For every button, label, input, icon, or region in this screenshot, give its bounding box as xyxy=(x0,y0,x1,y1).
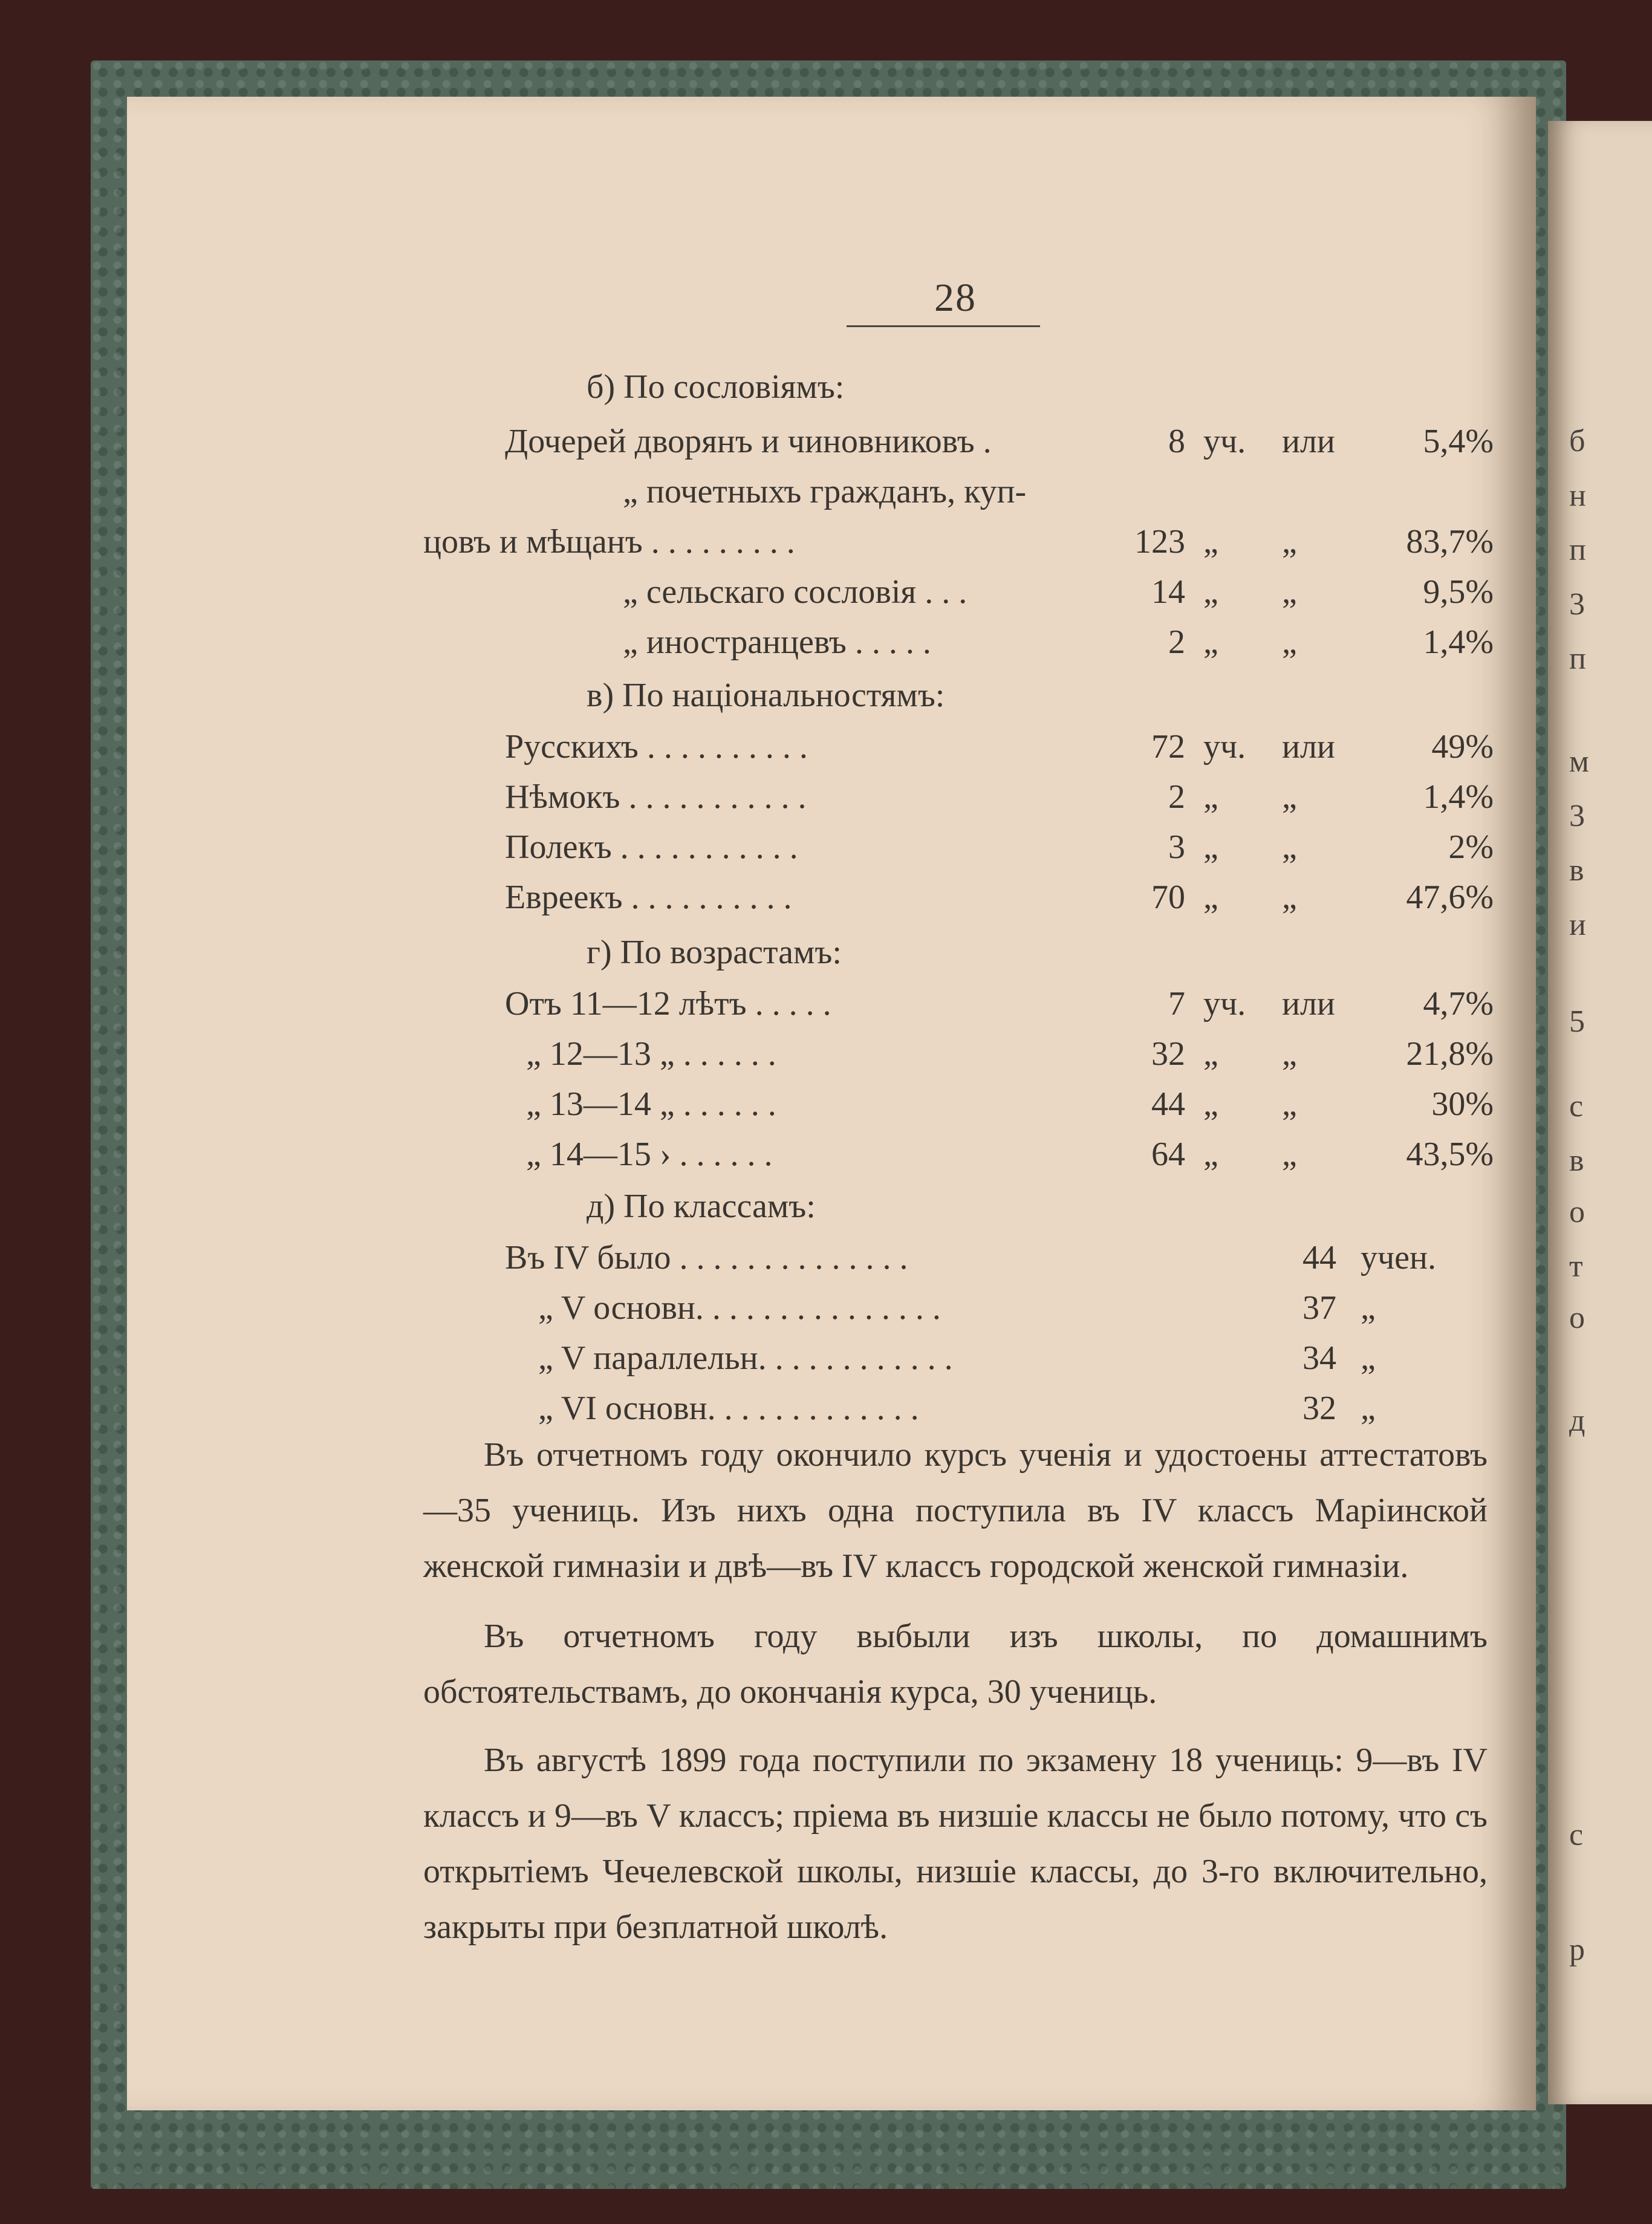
nationality-row-conj: „ xyxy=(1282,778,1297,816)
age-row-conj: „ xyxy=(1282,1035,1297,1073)
classes-row-unit: „ xyxy=(1361,1289,1376,1327)
age-row xyxy=(0,980,1652,1028)
estates-row-unit: „ xyxy=(1203,573,1218,611)
estates-row xyxy=(0,568,1652,616)
nationality-row-unit: „ xyxy=(1203,828,1218,866)
estates-row-label: „ сельскаго сословія . . . xyxy=(623,573,967,611)
age-row-label: „ 14—15 › . . . . . . xyxy=(526,1136,773,1173)
classes-row-label: „ VI основн. . . . . . . . . . . . . xyxy=(538,1390,919,1427)
estates-row-percent: 5,4% xyxy=(1423,423,1494,460)
facing-page-letter: т xyxy=(1569,1249,1583,1284)
facing-page-letter: м xyxy=(1569,744,1589,779)
age-row-unit: „ xyxy=(1203,1035,1218,1073)
classes-row-count: 37 xyxy=(1302,1289,1336,1327)
age-row-percent: 4,7% xyxy=(1423,985,1494,1023)
age-row-unit: „ xyxy=(1203,1136,1218,1173)
nationality-row-unit: „ xyxy=(1203,879,1218,916)
facing-page-letter: о xyxy=(1569,1195,1585,1229)
estates-row-unit: „ xyxy=(1203,523,1218,561)
classes-row xyxy=(0,1384,1652,1432)
estates-row-percent: 1,4% xyxy=(1423,623,1494,661)
heading-age: г) По возрастамъ: xyxy=(587,934,842,971)
estates-row-count: 123 xyxy=(1134,523,1185,561)
nationality-row-label: Русскихъ . . . . . . . . . . xyxy=(505,728,808,766)
facing-page-letter: 5 xyxy=(1569,1004,1585,1039)
estates-row xyxy=(0,417,1652,466)
age-row-label: „ 13—14 „ . . . . . . xyxy=(526,1085,776,1123)
heading-classes: д) По классамъ: xyxy=(587,1188,816,1225)
classes-row-count: 34 xyxy=(1302,1339,1336,1377)
estates-row-conj: или xyxy=(1282,423,1335,460)
age-row xyxy=(0,1130,1652,1179)
estates-row-count: 8 xyxy=(1168,423,1185,460)
nationality-row-label: Нѣмокъ . . . . . . . . . . . xyxy=(505,778,807,816)
facing-page-letter: и xyxy=(1569,908,1586,942)
heading-nationality: в) По національностямъ: xyxy=(587,677,945,714)
nationality-row-label: Полекъ . . . . . . . . . . . xyxy=(505,828,798,866)
heading-estates-text: б) По сословіямъ: xyxy=(587,368,845,406)
heading-estates xyxy=(587,363,844,411)
age-row xyxy=(0,1030,1652,1078)
page-number-rule xyxy=(847,325,1040,327)
estates-row-label: Дочерей дворянъ и чиновниковъ . xyxy=(505,423,992,460)
estates-row-conj: „ xyxy=(1282,573,1297,611)
classes-row-count: 44 xyxy=(1302,1239,1336,1276)
nationality-row-count: 72 xyxy=(1151,728,1185,766)
classes-row-label: Въ IV было . . . . . . . . . . . . . . xyxy=(505,1239,908,1276)
age-row-count: 44 xyxy=(1151,1085,1185,1123)
estates-row-count: 2 xyxy=(1168,623,1185,661)
nationality-row-percent: 1,4% xyxy=(1423,778,1494,816)
nationality-row-count: 70 xyxy=(1151,879,1185,916)
nationality-row-unit: уч. xyxy=(1203,728,1246,766)
nationality-row-label: Евреекъ . . . . . . . . . . xyxy=(505,879,792,916)
estates-row-unit: „ xyxy=(1203,623,1218,661)
age-row-count: 32 xyxy=(1151,1035,1185,1073)
estates-row xyxy=(0,618,1652,666)
nationality-row-conj: „ xyxy=(1282,828,1297,866)
nationality-row-percent: 49% xyxy=(1431,728,1494,766)
nationality-row-conj: или xyxy=(1282,728,1335,766)
classes-row-unit: „ xyxy=(1361,1390,1376,1427)
facing-page-letter: н xyxy=(1569,478,1586,513)
classes-row-unit: „ xyxy=(1361,1339,1376,1377)
facing-page-letter: 3 xyxy=(1569,587,1585,622)
estates-row-label: „ почетныхъ гражданъ, куп- xyxy=(623,473,1027,510)
estates-row-count: 14 xyxy=(1151,573,1185,611)
nationality-row xyxy=(0,773,1652,821)
classes-row xyxy=(0,1334,1652,1382)
facing-page-letter: в xyxy=(1569,853,1584,888)
nationality-row-percent: 2% xyxy=(1448,828,1494,866)
classes-row-label: „ V основн. . . . . . . . . . . . . . . xyxy=(538,1289,941,1327)
age-row xyxy=(0,1080,1652,1128)
facing-page-letter: п xyxy=(1569,642,1586,676)
nationality-row-unit: „ xyxy=(1203,778,1218,816)
age-row-conj: „ xyxy=(1282,1085,1297,1123)
nationality-row-count: 2 xyxy=(1168,778,1185,816)
estates-row-conj: „ xyxy=(1282,623,1297,661)
paragraph-graduates: Въ отчетномъ году окончило курсъ ученія и удостоены аттестатовъ—35 учениць. Изъ нихъ одна поступила въ IV классъ Маріинской женской гимназіи и двѣ—въ IV классъ городской женской гимназіи. xyxy=(423,1436,1488,1585)
nationality-row xyxy=(0,823,1652,871)
classes-row xyxy=(0,1284,1652,1332)
age-row-unit: уч. xyxy=(1203,985,1246,1023)
paragraph-dropouts: Въ отчетномъ году выбыли изъ школы, по домашнимъ обстоятельствамъ, до окончанія курса, 30 учениць. xyxy=(423,1618,1488,1711)
nationality-row xyxy=(0,873,1652,922)
estates-row-label: „ иностранцевъ . . . . . xyxy=(623,623,931,661)
classes-row-unit: учен. xyxy=(1361,1239,1436,1276)
age-row-percent: 30% xyxy=(1431,1085,1494,1123)
facing-page-letter: п xyxy=(1569,533,1586,567)
classes-row xyxy=(0,1234,1652,1282)
nationality-row-conj: „ xyxy=(1282,879,1297,916)
estates-row xyxy=(0,467,1652,516)
facing-page-letter: о xyxy=(1569,1301,1585,1335)
age-row-unit: „ xyxy=(1203,1085,1218,1123)
age-row-conj: „ xyxy=(1282,1136,1297,1173)
facing-page-letter: с xyxy=(1569,1089,1584,1123)
estates-row-label: цовъ и мѣщанъ . . . . . . . . . xyxy=(423,523,795,561)
facing-page-letter: д xyxy=(1569,1403,1585,1438)
facing-page-letter: р xyxy=(1569,1933,1585,1967)
age-row-conj: или xyxy=(1282,985,1335,1023)
estates-row-percent: 83,7% xyxy=(1406,523,1494,561)
classes-row-label: „ V параллельн. . . . . . . . . . . . xyxy=(538,1339,953,1377)
nationality-row xyxy=(0,723,1652,771)
page-number: 28 xyxy=(934,276,977,320)
estates-row-unit: уч. xyxy=(1203,423,1246,460)
estates-row-percent: 9,5% xyxy=(1423,573,1494,611)
nationality-row-count: 3 xyxy=(1168,828,1185,866)
nationality-row-percent: 47,6% xyxy=(1406,879,1494,916)
age-row-label: „ 12—13 „ . . . . . . xyxy=(526,1035,776,1073)
facing-page-letter: 3 xyxy=(1569,799,1585,833)
age-row-percent: 43,5% xyxy=(1406,1136,1494,1173)
paragraph-admission: Въ августѣ 1899 года поступили по экзамену 18 учениць: 9—въ IV классъ и 9—въ V классъ; пріема въ низшіе классы не было потому, что съ открытіемъ Чечелевской школы, низшіе классы, до 3-го включительно, закрыты при безплатной школѣ. xyxy=(423,1741,1488,1946)
classes-row-count: 32 xyxy=(1302,1390,1336,1427)
age-row-count: 64 xyxy=(1151,1136,1185,1173)
facing-page-letter: б xyxy=(1569,424,1585,458)
facing-page-letter: с xyxy=(1569,1818,1584,1852)
age-row-percent: 21,8% xyxy=(1406,1035,1494,1073)
facing-page-letter: в xyxy=(1569,1143,1584,1178)
estates-row xyxy=(0,518,1652,566)
estates-row-conj: „ xyxy=(1282,523,1297,561)
age-row-count: 7 xyxy=(1168,985,1185,1023)
age-row-label: Отъ 11—12 лѣтъ . . . . . xyxy=(505,985,831,1023)
